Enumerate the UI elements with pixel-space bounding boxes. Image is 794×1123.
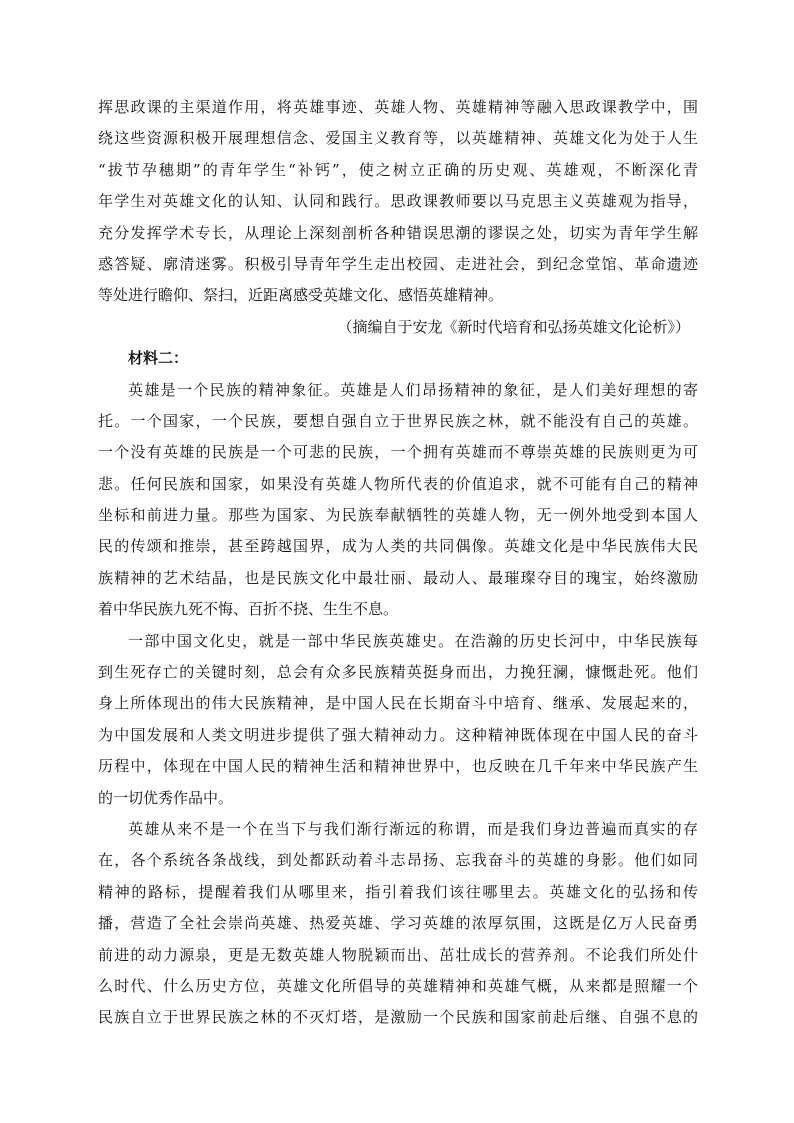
text-line: 的一切优秀作品中。 (98, 788, 234, 807)
text-line: 惑答疑、廓清迷雾。积极引导青年学生走出校园、走进社会，到纪念堂馆、革命遗迹 (98, 254, 698, 273)
text-line: 一部中国文化史，就是一部中华民族英雄史。在浩瀚的历史长河中，中华民族每 (128, 631, 698, 650)
text-line: 在，各个系统各条战线，到处都跃动着斗志昂扬、忘我奋斗的英雄的身影。他们如同 (98, 851, 698, 870)
text-line: 英雄从来不是一个在当下与我们渐行渐远的称谓，而是我们身边普遍而真实的存 (128, 819, 698, 838)
text-line: 年学生对英雄文化的认知、认同和践行。思政课教师要以马克思主义英雄观为指导， (98, 192, 698, 211)
text-line: 绕这些资源积极开展理想信念、爱国主义教育等，以英雄精神、英雄文化为处于人生 (98, 129, 698, 148)
text-line: 么时代、什么历史方位，英雄文化所倡导的英雄精神和英雄气概，从来都是照耀一个 (98, 976, 698, 995)
text-line: 坐标和前进力量。那些为国家、为民族奉献牺牲的英雄人物，无一例外地受到本国人 (98, 506, 698, 525)
text-line: 等处进行瞻仰、祭扫，近距离感受英雄文化、感悟英雄精神。 (98, 286, 504, 305)
text-line: 充分发挥学术专长，从理论上深刻剖析各种错误思潮的谬误之处，切实为青年学生解 (98, 223, 698, 242)
text-line: 精神的路标，提醒着我们从哪里来，指引着我们该往哪里去。英雄文化的弘扬和传 (98, 882, 698, 901)
text-line: 族精神的艺术结晶，也是民族文化中最壮丽、最动人、最璀璨夺目的瑰宝，始终激励 (98, 568, 698, 587)
text-line: 民的传颂和推崇，甚至跨越国界，成为人类的共同偶像。英雄文化是中华民族伟大民 (98, 537, 698, 556)
section-heading: 材料二： (128, 349, 189, 368)
text-line: “拔节孕穗期”的青年学生“补钙”，使之树立正确的历史观、英雄观，不断深化青 (98, 160, 698, 179)
text-line: 一个没有英雄的民族是一个可悲的民族，一个拥有英雄而不尊崇英雄的民族则更为可 (98, 443, 698, 462)
source-note: （摘编自于安龙《新时代培育和弘扬英雄文化论析》） (337, 317, 690, 336)
text-line: 前进的动力源泉，更是无数英雄人物脱颖而出、茁壮成长的营养剂。不论我们所处什 (98, 945, 698, 964)
text-line: 托。一个国家，一个民族，要想自强自立于世界民族之林，就不能没有自己的英雄。 (98, 411, 698, 430)
text-line: 到生死存亡的关键时刻，总会有众多民族精英挺身而出，力挽狂澜，慷慨赴死。他们 (98, 663, 698, 682)
text-line: 挥思政课的主渠道作用，将英雄事迹、英雄人物、英雄精神等融入思政课教学中，围 (98, 98, 698, 116)
text-line: 着中华民族九死不悔、百折不挠、生生不息。 (98, 600, 399, 619)
text-line: 为中国发展和人类文明进步提供了强大精神动力。这种精神既体现在中国人民的奋斗 (98, 725, 698, 744)
text-line: 民族自立于世界民族之林的不灭灯塔，是激励一个民族和国家前赴后继、自强不息的 (98, 1008, 698, 1027)
article-body (98, 92, 698, 1034)
text-line: 历程中，体现在中国人民的精神生活和精神世界中，也反映在几千年来中华民族产生 (98, 757, 698, 776)
text-line: 悲。任何民族和国家，如果没有英雄人物所代表的价值追求，就不可能有自己的精神 (98, 474, 698, 493)
text-line: 英雄是一个民族的精神象征。英雄是人们昂扬精神的象征，是人们美好理想的寄 (128, 380, 698, 399)
text-line: 身上所体现出的伟大民族精神，是中国人民在长期奋斗中培育、继承、发展起来的， (98, 694, 698, 713)
text-line: 播，营造了全社会崇尚英雄、热爱英雄、学习英雄的浓厚氛围，这既是亿万人民奋勇 (98, 914, 698, 933)
